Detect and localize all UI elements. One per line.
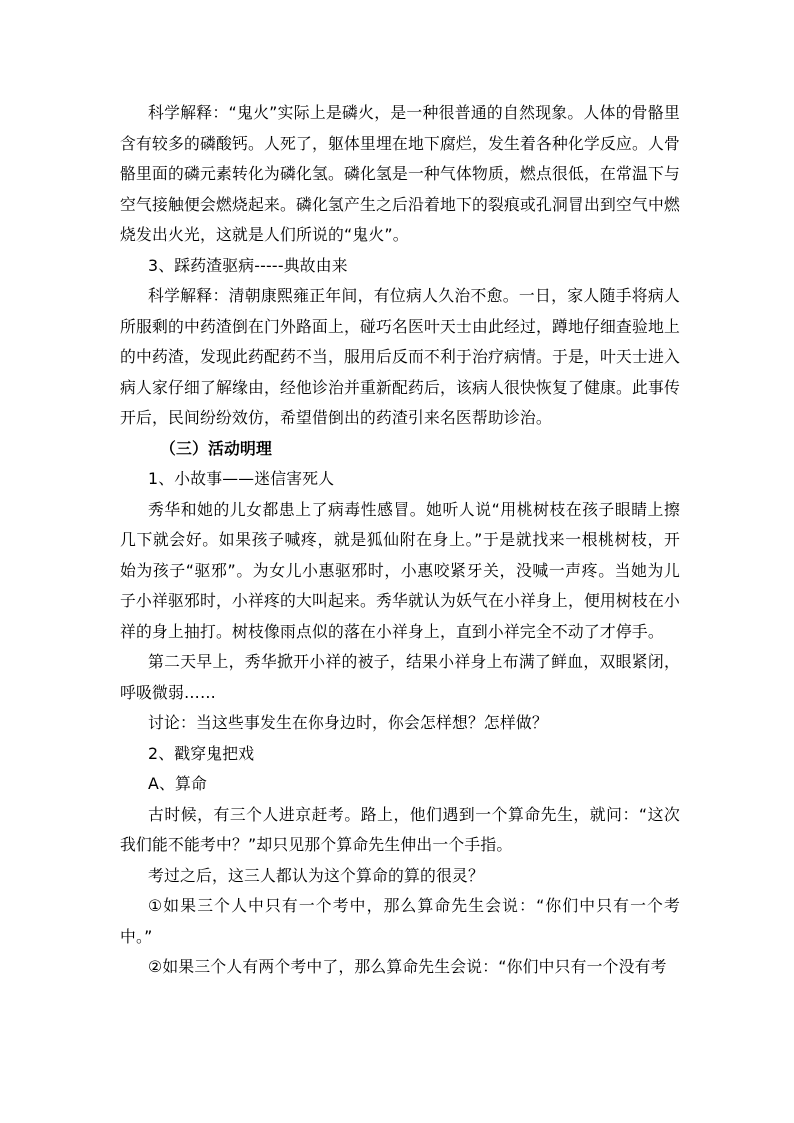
section-heading-expose-tricks: 2、戳穿鬼把戏 — [148, 743, 255, 763]
paragraph-fortune-story: 古时候，有三个人进京赶考。路上，他们遇到一个算命先生，就问：“这次我们能不能考中？”却只见那个算命先生伸出一个手指。 — [120, 804, 680, 854]
document-body — [120, 98, 680, 983]
paragraph-discussion: 讨论：当这些事发生在你身边时，你会怎样想？怎样做？ — [148, 713, 548, 732]
subheading-fortune-telling: A、算命 — [148, 774, 207, 793]
paragraph-fortune-question: 考过之后，这三人都认为这个算命的算的很灵？ — [148, 865, 484, 885]
paragraph-ghost-fire-explanation: 科学解释：“鬼火”实际上是磷火，是一种很普通的自然现象。人体的骨骼里含有较多的磷酸钙。人死了，躯体里埋在地下腐烂，发生着各种化学反应。人骨骼里面的磷元素转化为磷化氢。磷化氢是一种气体物质，燃点很低，在常温下与空气接触便会燃烧起来。磷化氢产生之后沿着地下的裂痕或孔洞冒出到空气中燃烧发出火光，这就是人们所说的“鬼火”。 — [120, 103, 680, 244]
section-heading-short-story: 1、小故事——迷信害死人 — [148, 469, 335, 488]
section-heading-activity: （三）活动明理 — [160, 438, 272, 458]
list-item-case-one: ①如果三个人中只有一个考中，那么算命先生会说：“你们中只有一个考中。” — [120, 896, 680, 946]
paragraph-story-xiuhua: 秀华和她的儿女都患上了病毒性感冒。她听人说“用桃树枝在孩子眼睛上擦几下就会好。如果孩子喊疼，就是狐仙附在身上。”于是就找来一根桃树枝，开始为孩子“驱邪”。为女儿小惠驱邪时，小惠咬紧牙关，没喊一声疼。当她为儿子小祥驱邪时，小祥疼的大叫起来。秀华就认为妖气在小祥身上，便用树枝在小祥的身上抽打。树枝像雨点似的落在小祥身上，直到小祥完全不动了才停手。 — [120, 499, 680, 641]
list-item-case-two: ②如果三个人有两个考中了，那么算命先生会说：“你们中只有一个没有考 — [148, 957, 667, 976]
section-heading-medicine-dregs: 3、踩药渣驱病-----典故由来 — [148, 255, 348, 275]
paragraph-story-next-morning: 第二天早上，秀华掀开小祥的被子，结果小祥身上布满了鲜血，双眼紧闭，呼吸微弱…… — [120, 652, 680, 702]
paragraph-medicine-dregs-explanation: 科学解释：清朝康熙雍正年间，有位病人久治不愈。一日，家人随手将病人所服剩的中药渣倒在门外路面上，碰巧名医叶天士由此经过，蹲地仔细查验地上的中药渣，发现此药配药不当，服用后反而不利于治疗病情。于是，叶天士进入病人家仔细了解缘由，经他诊治并重新配药后，该病人很快恢复了健康。此事传开后，民间纷纷效仿，希望借倒出的药渣引来名医帮助诊治。 — [120, 286, 680, 427]
